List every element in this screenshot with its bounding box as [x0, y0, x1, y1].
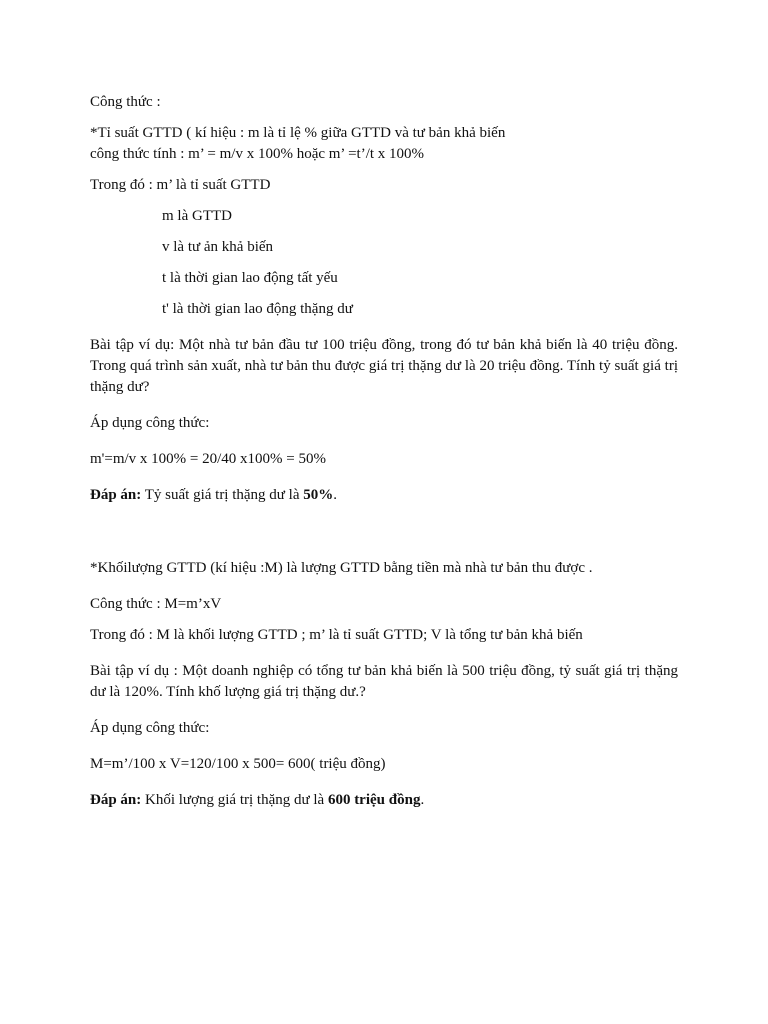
- answer-2-label: Đáp án:: [90, 792, 142, 808]
- answer-1-text: Tỷ suất giá trị thặng dư là: [141, 487, 304, 503]
- answer-2-text: Khối lượng giá trị thặng dư là: [141, 792, 328, 808]
- surplus-mass-definition: *Khốilượng GTTD (kí hiệu :M) là lượng GTTD bằng tiền mà nhà tư bản thu được .: [90, 560, 593, 576]
- exercise-2: Bài tập ví dụ : Một doanh nghiệp có tổng tư bản khả biến là 500 triệu đồng, tỷ suất giá trị thặng dư là 120%. Tính khố lượng giá trị thặng dư.?: [90, 663, 678, 700]
- answer-2: [90, 790, 424, 811]
- surplus-mass-formula: Công thức : M=m’xV: [90, 596, 222, 612]
- where-intro: Trong đó : m’ là tỉ suất GTTD: [90, 177, 271, 193]
- surplus-rate-definition: *Tỉ suất GTTD ( kí hiệu : m là tỉ lệ % giữa GTTD và tư bản khả biến: [90, 125, 506, 141]
- where-item-t-prime: t' là thời gian lao động thặng dư: [162, 301, 353, 317]
- exercise-1: Bài tập ví dụ: Một nhà tư bản đầu tư 100 triệu đồng, trong đó tư bản khả biến là 40 triệu đồng. Trong quá trình sản xuất, nhà tư bản thu được giá trị thặng dư là 20 triệu đồng. Tính tỷ suất giá trị thặng dư?: [90, 337, 678, 395]
- where-item-t: t là thời gian lao động tất yếu: [162, 270, 338, 286]
- calculation-1: m'=m/v x 100% = 20/40 x100% = 50%: [90, 451, 326, 467]
- apply-formula-1: Áp dụng công thức:: [90, 415, 210, 431]
- surplus-mass-where: Trong đó : M là khối lượng GTTD ; m’ là tỉ suất GTTD; V là tổng tư bản khả biến: [90, 627, 583, 643]
- where-item-m: m là GTTD: [162, 208, 232, 224]
- answer-1-value: 50%: [303, 487, 334, 503]
- calculation-2: M=m’/100 x V=120/100 x 500= 600( triệu đồng): [90, 756, 386, 772]
- surplus-rate-formula: công thức tính : m’ = m/v x 100% hoặc m’ =t’/t x 100%: [90, 146, 425, 162]
- formula-heading: Công thức :: [90, 94, 161, 110]
- answer-2-end: .: [420, 792, 425, 808]
- answer-2-value: 600 triệu đồng: [327, 792, 421, 808]
- apply-formula-2: Áp dụng công thức:: [90, 720, 210, 736]
- where-item-v: v là tư ản khả biến: [162, 239, 274, 255]
- answer-1: [90, 485, 337, 506]
- answer-1-label: Đáp án:: [90, 487, 142, 503]
- answer-1-end: .: [333, 487, 338, 503]
